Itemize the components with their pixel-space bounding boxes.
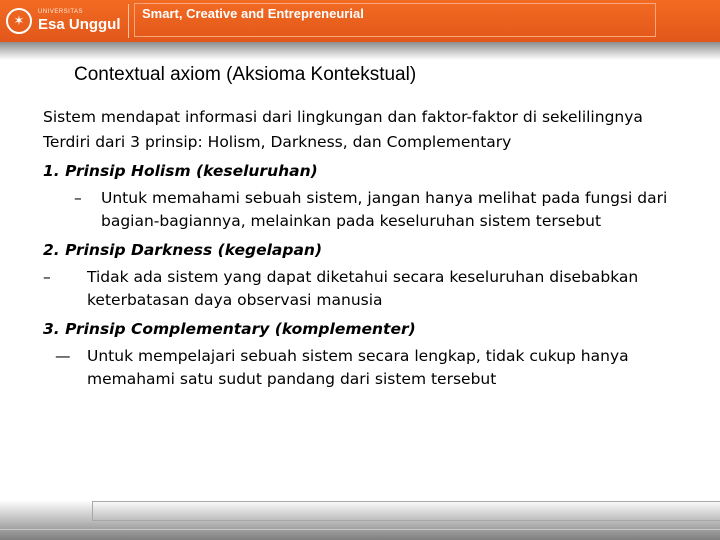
footer-line	[0, 529, 720, 530]
dash-bullet: –	[74, 189, 82, 207]
principle-heading-darkness: 2. Prinsip Darkness (kegelapan)	[43, 241, 323, 259]
university-emblem-icon: ✶	[6, 8, 32, 34]
principle-detail-text: Untuk mempelajari sebuah sistem secara lengkap, tidak cukup hanya memahami satu sudut pandang dari sistem tersebut	[87, 347, 629, 388]
intro-paragraph: Terdiri dari 3 prinsip: Holism, Darkness, dan Complementary	[43, 133, 512, 151]
principle-detail-text: Untuk memahami sebuah sistem, jangan hanya melihat pada fungsi dari bagian-bagiannya, melainkan pada keseluruhan sistem tersebut	[101, 189, 668, 230]
dash-bullet: –	[43, 268, 51, 286]
principle-detail-holism	[43, 187, 683, 233]
header-divider	[128, 4, 129, 38]
header-bar	[0, 0, 720, 42]
principle-detail-text: Tidak ada sistem yang dapat diketahui secara keseluruhan disebabkan keterbatasan daya observasi manusia	[87, 268, 639, 309]
logo-name: Esa Unggul	[38, 16, 121, 33]
principle-detail-complementary	[43, 345, 683, 391]
slide-body	[43, 106, 683, 393]
principle-detail-darkness	[43, 266, 683, 312]
logo-subtitle: UNIVERSITAS	[38, 9, 84, 15]
principle-heading-complementary: 3. Prinsip Complementary (komplementer)	[43, 320, 416, 338]
intro-paragraph: Sistem mendapat informasi dari lingkungan dan faktor-faktor di sekelilingnya	[43, 108, 643, 126]
header-tagline: Smart, Creative and Entrepreneurial	[142, 6, 364, 21]
slide-title: Contextual axiom (Aksioma Kontekstual)	[74, 64, 417, 85]
dash-bullet: —	[55, 347, 71, 365]
footer-frame	[92, 501, 720, 521]
header-shadow	[0, 42, 720, 60]
principle-heading-holism: 1. Prinsip Holism (keseluruhan)	[43, 162, 318, 180]
university-logo	[6, 5, 121, 37]
